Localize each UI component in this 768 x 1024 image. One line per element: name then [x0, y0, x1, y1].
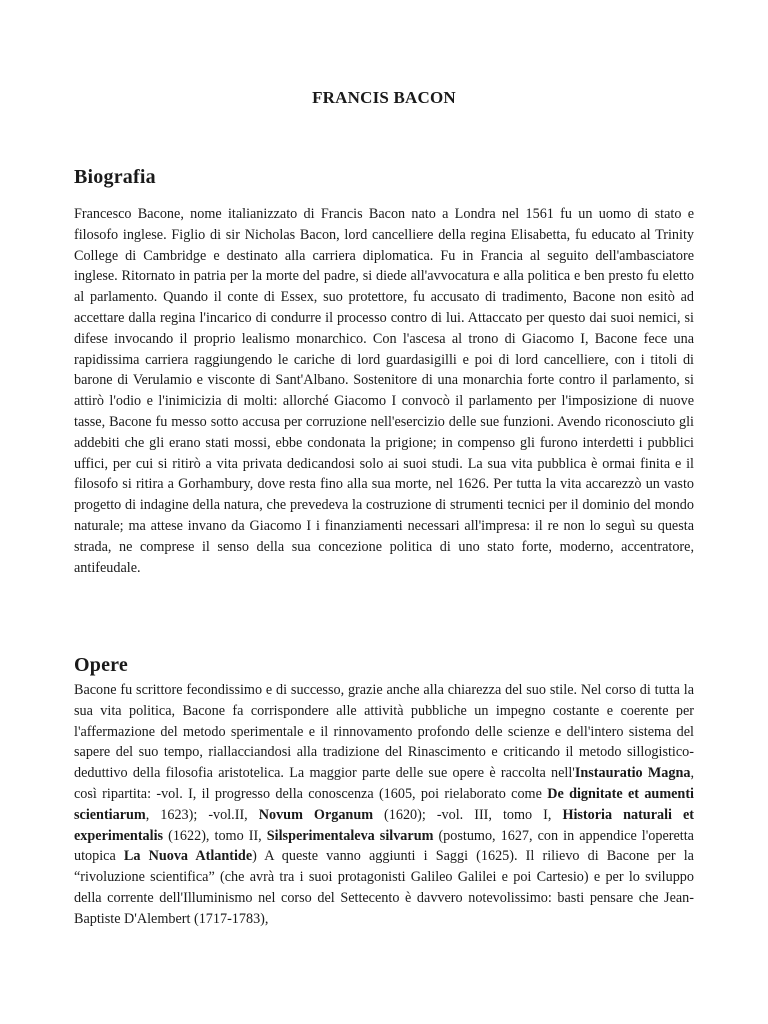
work-title: De dignitate et aumenti scientiarum [74, 785, 694, 823]
biografia-paragraph: Francesco Bacone, nome italianizzato di Francis Bacon nato a Londra nel 1561 fu un uomo di stato e filosofo inglese. Figlio di sir Nicholas Bacon, lord cancelliere della regina Elisabetta, fu educato al Trinity College di Cambridge e destinato alla carriera diplomatica. Fu in Francia al seguito dell'ambasciatore inglese. Ritornato in patria per la morte del padre, si diede all'avvocatura e alla politica e ben presto fu eletto al parlamento. Quando il conte di Essex, suo protettore, fu accusato di tradimento, Bacone non esitò ad accettare dalla regina l'incarico di condurre il processo contro di lui. Attaccato per questo dai suoi nemici, si difese invocando il proprio lealismo monarchico. Con l'ascesa al trono di Giacomo I, Bacone fece una rapidissima carriera raggiungendo le cariche di lord guardasigilli e poi di lord cancelliere, con i titoli di barone di Verulamio e visconte di Sant'Albano. Sostenitore di una monarchia forte contro il parlamento, si attirò l'odio e l'inimicizia di molti: allorché Giacomo I convocò il parlamento per l'imposizione di nuove tasse, Bacone fu messo sotto accusa per corruzione nell'esercizio delle sue funzioni. Avendo riconosciuto gli addebiti che gli erano stati mossi, ebbe condonata la prigione; in compenso gli furono interdetti i pubblici uffici, per cui si ritirò a vita privata dedicandosi solo ai suoi studi. La sua vita pubblica è ormai finita e il filosofo si ritira a Gorhambury, dove resta fino alla sua morte, nel 1626. Per tutta la vita accarezzò un vasto progetto di indagine della natura, che prevedeva la costruzione di strumenti tecnici per il dominio del mondo naturale; ma attese invano da Giacomo I i finanziamenti necessari all'impresa: il re non lo seguì su questa strada, ne comprese il senso della sua concezione politica di uno stato forte, moderno, accentratore, antifeudale. [74, 206, 694, 576]
opere-paragraph [74, 680, 694, 930]
text-run: (postumo, 1627, con in appendice l'operetta utopica [74, 827, 694, 865]
work-title: Historia naturali et experimentalis [74, 806, 695, 844]
work-title: Novum Organum [258, 806, 374, 823]
text-run: , 1623); -vol.II, [145, 806, 259, 823]
work-title: Silsperimentaleva silvarum [266, 827, 434, 844]
text-run: (1622), tomo II, [163, 827, 267, 844]
section-heading-biografia: Biografia [74, 166, 156, 188]
text-run: ) A queste vanno aggiunti i Saggi (1625). Il rilievo di Bacone per la “rivoluzione scientifica” (che avrà tra i suoi protagonisti Galileo Galilei e poi Cartesio) e per lo sviluppo della corrente dell'Illuminismo nel corso del Settecento è davvero notevolissimo: basti pensare che Jean-Baptiste D'Alembert (1717-1783), [74, 848, 694, 927]
section-heading-opere: Opere [74, 654, 128, 676]
work-title: Instauratio Magna [574, 765, 691, 782]
work-title: La Nuova Atlantide [123, 848, 253, 865]
document-title: FRANCIS BACON [312, 88, 456, 107]
text-run: (1620); -vol. III, tomo I, [373, 806, 563, 823]
text-run: Bacone fu scrittore fecondissimo e di successo, grazie anche alla chiarezza del suo stile. Nel corso di tutta la sua vita politica, Bacone fa corrispondere alle attività pubbliche un impegno costante e coerente per l'affermazione del metodo sperimentale e il rinnovamento profondo delle scienze e dell'intero sistema del sapere del suo tempo, riallacciandosi alla tradizione del Rinascimento e criticando il metodo sillogistico-deduttivo della filosofia aristotelica. La maggior parte delle sue opere è raccolta nell' [74, 682, 694, 782]
text-run: , così ripartita: -vol. I, il progresso della conoscenza (1605, poi rielaborato come [74, 765, 694, 802]
